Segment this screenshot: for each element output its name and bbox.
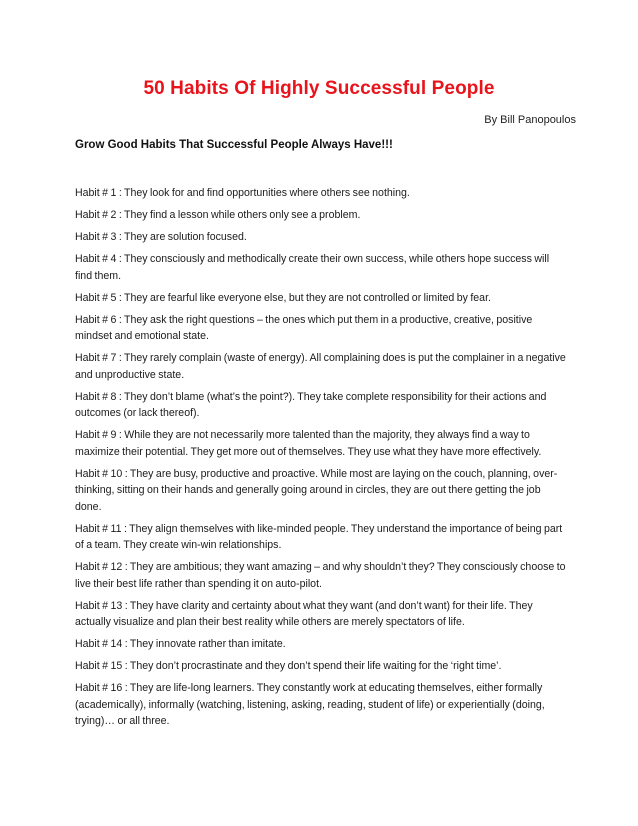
habit-paragraph: Habit # 6 : They ask the right questions – the ones which put them in a productive, creative, positive mindset and emotional state. (75, 313, 533, 342)
habit-paragraph: Habit # 14 : They innovate rather than imitate. (75, 638, 286, 650)
habit-paragraph: Habit # 12 : They are ambitious; they want amazing – and why shouldn’t they? They consciously choose to live their best life rather than spending it on auto-pilot. (75, 561, 566, 590)
habit-paragraph: Habit # 3 : They are solution focused. (75, 231, 247, 243)
habit-paragraph: Habit # 11 : They align themselves with like-minded people. They understand the importance of being part of a team. They create win-win relationships. (75, 522, 563, 551)
document-subtitle: Grow Good Habits That Successful People Always Have!!! (75, 139, 393, 151)
habit-paragraph: Habit # 15 : They don’t procrastinate and they don’t spend their life waiting for the ‘right time’. (75, 660, 502, 672)
author-line: By Bill Panopoulos (484, 114, 576, 126)
habit-paragraph: Habit # 1 : They look for and find opportunities where others see nothing. (75, 187, 410, 199)
habit-paragraph: Habit # 10 : They are busy, productive and proactive. While most are laying on the couch, planning, over-thinking, sitting on their hands and generally going around in circles, they are out there getting the job done. (75, 467, 558, 513)
habits-list (75, 185, 567, 735)
habit-paragraph: Habit # 9 : While they are not necessarily more talented than the majority, they always find a way to maximize their potential. They get more out of themselves. They use what they have more effectively. (75, 429, 542, 458)
habit-paragraph: Habit # 7 : They rarely complain (waste of energy). All complaining does is put the complainer in a negative and unproductive state. (75, 352, 566, 381)
habit-paragraph: Habit # 16 : They are life-long learners. They constantly work at educating themselves, either formally (academically), informally (watching, listening, asking, reading, student of life) or experientially (doing, trying)… or all three. (75, 682, 545, 727)
habit-paragraph: Habit # 2 : They find a lesson while others only see a problem. (75, 209, 361, 221)
habit-paragraph: Habit # 13 : They have clarity and certainty about what they want (and don’t want) for their life. They actually visualize and plan their best reality while others are merely spectators of life. (75, 599, 533, 628)
habit-paragraph: Habit # 8 : They don’t blame (what’s the point?). They take complete responsibility for their actions and outcomes (or lack thereof). (75, 390, 547, 419)
habit-paragraph: Habit # 5 : They are fearful like everyone else, but they are not controlled or limited by fear. (75, 291, 491, 304)
habit-paragraph: Habit # 4 : They consciously and methodically create their own success, while others hope success will find them. (75, 253, 550, 282)
document-title: 50 Habits Of Highly Successful People (143, 78, 495, 99)
